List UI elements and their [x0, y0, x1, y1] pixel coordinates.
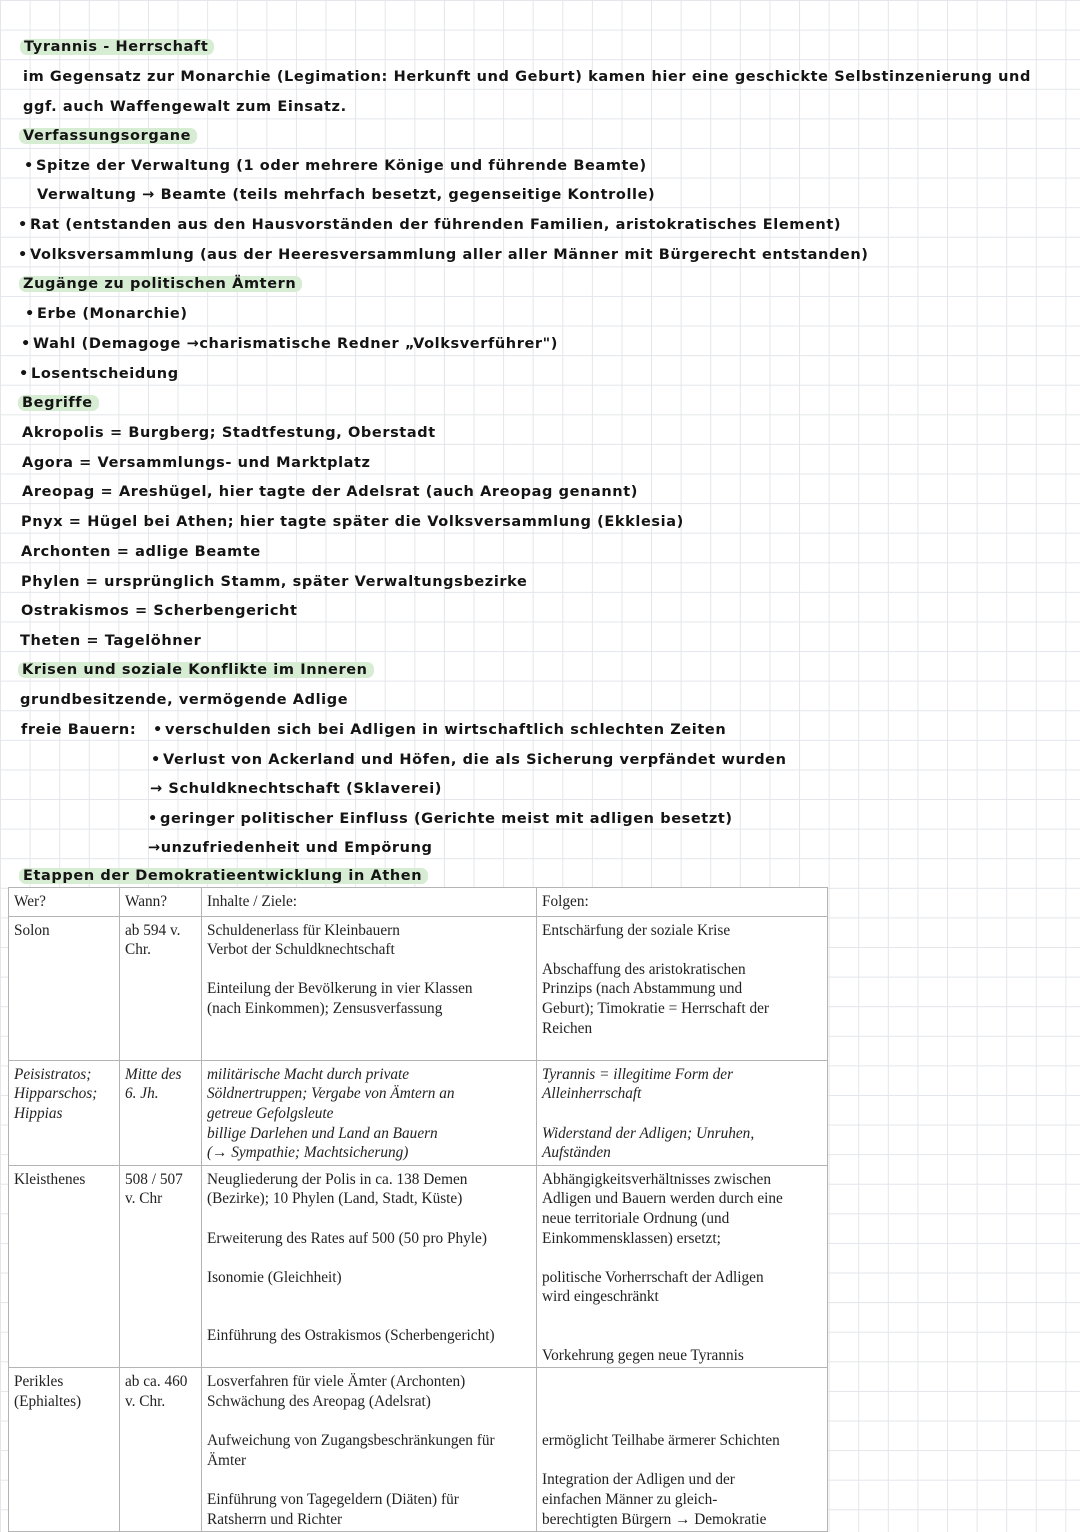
verfassung-item: Verwaltung → Beamte (teils mehrfach besetzt, gegenseitige Kontrolle) — [37, 187, 656, 203]
table-header-row — [9, 888, 828, 917]
intro-line-1: im Gegensatz zur Monarchie (Legimation: Herkunft und Geburt) kamen hier eine geschickte Selbstinzenierung und — [23, 69, 1031, 85]
verfassung-item: • Spitze der Verwaltung (1 oder mehrere Könige und führende Beamte) — [24, 158, 647, 174]
bauern-item: →unzufriedenheit und Empörung — [148, 840, 433, 856]
cell-line: Neugliederung der Polis in ca. 138 Demen — [207, 1170, 468, 1188]
cell-line: Einkommensklassen) ersetzt; — [542, 1229, 721, 1247]
cell-line: Erweiterung des Rates auf 500 (50 pro Phyle) — [207, 1229, 487, 1247]
cell-line: getreue Gefolgsleute — [207, 1104, 334, 1122]
cell-line: Mitte des — [125, 1065, 182, 1083]
cell-line: 6. Jh. — [125, 1085, 159, 1103]
krisen-line: grundbesitzende, vermögende Adlige — [20, 692, 349, 708]
section-heading-krisen: Krisen und soziale Konflikte im Inneren — [18, 660, 374, 680]
bauern-label: freie Bauern: — [21, 722, 137, 738]
cell-line: Hippias — [14, 1104, 63, 1122]
bauern-item: → Schuldknechtschaft (Sklaverei) — [150, 781, 443, 797]
cell-line: Hipparschos; — [14, 1085, 98, 1103]
begriff-item: Pnyx = Hügel bei Athen; hier tagte später die Volksversammlung (Ekklesia) — [21, 514, 684, 530]
cell-line: (→ Sympathie; Machtsicherung) — [207, 1144, 409, 1162]
table-row — [9, 916, 828, 1060]
bauern-item: • Verlust von Ackerland und Höfen, die als Sicherung verpfändet wurden — [151, 752, 787, 768]
table-cell-folgen — [537, 1165, 828, 1368]
table-cell-wer — [9, 1368, 120, 1532]
begriff-item: Archonten = adlige Beamte — [21, 544, 261, 560]
begriff-item: Ostrakismos = Scherbengericht — [21, 603, 298, 619]
cell-line: Kleisthenes — [14, 1170, 86, 1188]
cell-line: Einführung des Ostrakismos (Scherbengericht) — [207, 1327, 495, 1345]
table-cell-wann — [120, 916, 202, 1060]
table-body — [9, 916, 828, 1532]
cell-line: einfachen Männer zu gleich- — [542, 1491, 718, 1509]
verfassung-item: • Rat (entstanden aus den Hausvorständen der führenden Familien, aristokratisches Element) — [18, 217, 842, 233]
cell-line: Prinzips (nach Abstammung und — [542, 980, 743, 998]
table-row — [9, 1368, 828, 1532]
table-cell-folgen — [537, 1060, 828, 1165]
cell-line: Verbot der Schuldknechtschaft — [207, 941, 395, 959]
cell-line: Peisistratos; — [14, 1065, 92, 1083]
cell-line: Adligen und Bauern werden durch eine — [542, 1190, 783, 1208]
cell-line: (Ephialtes) — [14, 1393, 82, 1411]
verfassung-item: • Volksversammlung (aus der Heeresversammlung aller aller Männer mit Bürgerecht entstanden) — [18, 247, 869, 263]
table-cell-inhalte — [202, 1368, 537, 1532]
cell-line: politische Vorherrschaft der Adligen — [542, 1268, 764, 1286]
cell-line: Einteilung der Bevölkerung in vier Klassen — [207, 980, 473, 998]
cell-line: ermöglicht Teilhabe ärmerer Schichten — [542, 1432, 780, 1450]
table-header-inhalte: Inhalte / Ziele: — [202, 888, 537, 917]
table-row — [9, 1060, 828, 1165]
table-cell-wer — [9, 1060, 120, 1165]
cell-line: Schwächung des Areopag (Adelsrat) — [207, 1393, 431, 1411]
notes-title: Tyrannis - Herrschaft — [20, 37, 214, 57]
cell-line: Aufständen — [542, 1144, 611, 1162]
begriff-item: Areopag = Areshügel, hier tagte der Adelsrat (auch Areopag genannt) — [22, 484, 638, 500]
table-cell-wer — [9, 1165, 120, 1368]
table-cell-inhalte — [202, 916, 537, 1060]
cell-line: Söldnertruppen; Vergabe von Ämtern an — [207, 1085, 455, 1103]
cell-line: Reichen — [542, 1019, 593, 1037]
cell-line: neue territoriale Ordnung (und — [542, 1209, 730, 1227]
cell-line: Integration der Adligen und der — [542, 1471, 735, 1489]
cell-line: berechtigten Bürgern → Demokratie — [542, 1510, 767, 1528]
table-cell-wer — [9, 916, 120, 1060]
begriff-item: Agora = Versammlungs- und Marktplatz — [22, 455, 371, 471]
table-cell-folgen — [537, 916, 828, 1060]
cell-line: (nach Einkommen); Zensusverfassung — [207, 999, 443, 1017]
zugaenge-item: • Wahl (Demagoge →charismatische Redner „Volksverführer") — [21, 336, 559, 352]
intro-line-2: ggf. auch Waffengewalt zum Einsatz. — [23, 99, 347, 115]
cell-line: Ratsherrn und Richter — [207, 1510, 343, 1528]
section-heading-zugaenge: Zugänge zu politischen Ämtern — [19, 274, 302, 294]
table-cell-wann — [120, 1165, 202, 1368]
cell-line: ab ca. 460 — [125, 1373, 188, 1391]
table-cell-wann — [120, 1368, 202, 1532]
cell-line: Losverfahren für viele Ämter (Archonten) — [207, 1373, 466, 1391]
cell-line: Einführung von Tagegeldern (Diäten) für — [207, 1491, 459, 1509]
cell-line: Solon — [14, 921, 50, 939]
table-cell-inhalte — [202, 1165, 537, 1368]
section-heading-begriffe: Begriffe — [18, 393, 99, 413]
cell-line: Abhängigkeitsverhältnisses zwischen — [542, 1170, 771, 1188]
cell-line: v. Chr. — [125, 1393, 166, 1411]
begriff-item: Theten = Tagelöhner — [20, 633, 202, 649]
cell-line: Perikles — [14, 1373, 64, 1391]
table-header-wann: Wann? — [120, 888, 202, 917]
cell-line: v. Chr — [125, 1190, 163, 1208]
table-row — [9, 1165, 828, 1368]
cell-line: wird eingeschränkt — [542, 1288, 659, 1306]
zugaenge-item: • Erbe (Monarchie) — [25, 306, 188, 322]
table-header-folgen: Folgen: — [537, 888, 828, 917]
table-cell-wann — [120, 1060, 202, 1165]
cell-line — [542, 1392, 822, 1412]
table-header-wer: Wer? — [9, 888, 120, 917]
cell-line: Alleinherrschaft — [542, 1085, 642, 1103]
cell-line: Widerstand der Adligen; Unruhen, — [542, 1124, 755, 1142]
cell-line: Geburt); Timokratie = Herrschaft der — [542, 999, 769, 1017]
bauern-item: • geringer politischer Einfluss (Gerichte meist mit adligen besetzt) — [148, 811, 733, 827]
cell-line: Abschaffung des aristokratischen — [542, 960, 746, 978]
cell-line: 508 / 507 — [125, 1170, 183, 1188]
cell-line: ab 594 v. — [125, 921, 181, 939]
cell-line: militärische Macht durch private — [207, 1065, 410, 1083]
etappen-table — [8, 887, 828, 1532]
cell-line: billige Darlehen und Land an Bauern — [207, 1124, 438, 1142]
cell-line: (Bezirke); 10 Phylen (Land, Stadt, Küste) — [207, 1190, 463, 1208]
cell-line: Vorkehrung gegen neue Tyrannis — [542, 1346, 744, 1364]
cell-line: Tyrannis = illegitime Form der — [542, 1065, 734, 1083]
cell-line — [542, 1372, 822, 1392]
section-heading-etappen: Etappen der Demokratieentwicklung in Athen — [19, 866, 428, 886]
section-heading-verfassungsorgane: Verfassungsorgane — [19, 126, 197, 146]
zugaenge-item: • Losentscheidung — [19, 366, 179, 382]
cell-line: Isonomie (Gleichheit) — [207, 1268, 342, 1286]
cell-line: Ämter — [207, 1451, 247, 1469]
table-cell-folgen — [537, 1368, 828, 1532]
begriff-item: Phylen = ursprünglich Stamm, später Verwaltungsbezirke — [21, 574, 528, 590]
cell-line: Aufweichung von Zugangsbeschränkungen für — [207, 1432, 495, 1450]
begriff-item: Akropolis = Burgberg; Stadtfestung, Oberstadt — [22, 425, 436, 441]
cell-line: Chr. — [125, 941, 151, 959]
cell-line: Schuldenerlass für Kleinbauern — [207, 921, 400, 939]
cell-line: Entschärfung der soziale Krise — [542, 921, 731, 939]
table-cell-inhalte — [202, 1060, 537, 1165]
cell-line — [542, 1038, 822, 1058]
bauern-item: • verschulden sich bei Adligen in wirtschaftlich schlechten Zeiten — [153, 722, 727, 738]
